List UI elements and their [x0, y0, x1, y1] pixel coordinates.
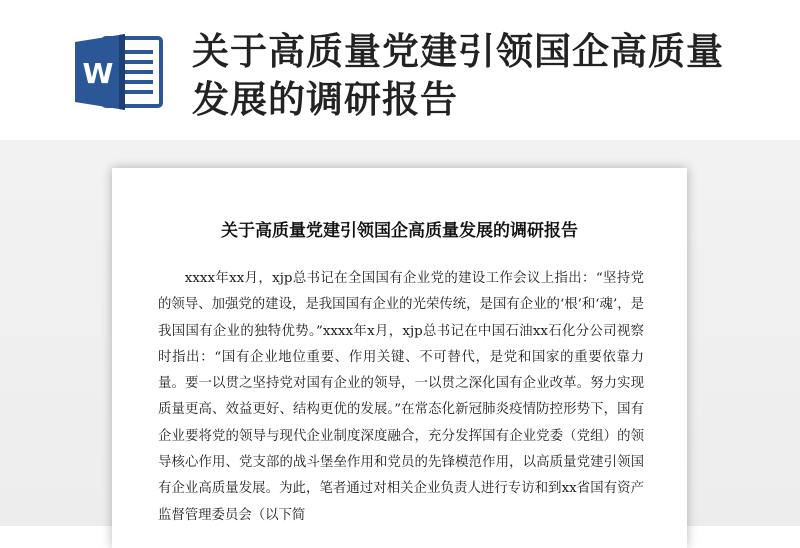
preview-header — [0, 0, 800, 140]
document-heading: 关于高质量党建引领国企高质量发展的调研报告 — [221, 221, 578, 241]
document-paragraph: xxxx年xx月，xjp总书记在全国国有企业党的建设工作会议上指出：“坚持党的领导、加强党的建设，是我国国有企业的光荣传统，是国有企业的‘根’和‘魂’，是我国国有企业的独特优势。”xxxx年x月，xjp总书记在中国石油xx石化分公司视察时指出：“国有企业地位重要、作用关键、不可替代，是党和国家的重要依靠力量。要一以贯之坚持党对国有企业的领导，一以贯之深化国有企业改革。努力实现质量更高、效益更好、结构更优的发展。”在常态化新冠肺炎疫情防控形势下，国有企业要将党的领导与现代企业制度深度融合，充分发挥国有企业党委（党组）的领导核心作用、党支部的战斗堡垒作用和党员的先锋模范作用，以高质量党建引领国有企业高质量发展。为此，笔者通过对相关企业负责人进行专访和到xx省国有资产监督管理委员会（以下简 — [158, 271, 644, 523]
document-page — [112, 168, 687, 548]
word-icon — [73, 32, 165, 112]
page-title: 关于高质量党建引领国企高质量发展的调研报告 — [192, 30, 724, 121]
svg-text:W: W — [82, 57, 114, 90]
